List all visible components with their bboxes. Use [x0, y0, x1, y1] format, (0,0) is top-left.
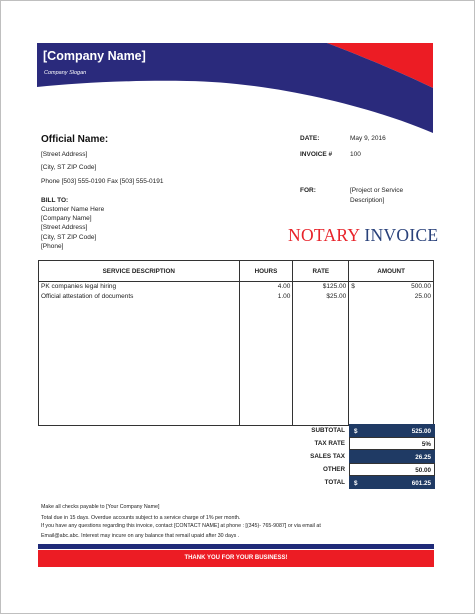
bill-to-line: [City, ST ZIP Code]	[41, 234, 97, 241]
sales-tax-value: 26.25	[415, 454, 431, 461]
total-value-cell	[349, 476, 435, 489]
official-city: [City, ST ZIP Code]	[41, 164, 97, 171]
table-row	[39, 282, 434, 292]
footer-payable-note: Make all checks payable to [Your Company Name]	[41, 504, 160, 510]
item-amount-cell	[349, 282, 434, 292]
for-label: FOR:	[300, 187, 316, 194]
subtotal-row	[263, 424, 435, 437]
column-header: SERVICE DESCRIPTION	[39, 261, 240, 282]
official-phone: Phone [503] 555-0190 Fax [503] 555-0191	[41, 178, 164, 185]
sales-tax-row	[263, 450, 435, 463]
other-row	[263, 463, 435, 476]
item-rate: $25.00	[293, 292, 349, 302]
invoice-number-label: INVOICE #	[300, 151, 333, 158]
total-row	[263, 476, 435, 489]
bill-to-line: Customer Name Here	[41, 206, 105, 213]
other-value-cell	[349, 463, 435, 476]
table-empty-area	[39, 302, 434, 426]
total-currency: $	[354, 480, 358, 487]
tax-rate-value: 5%	[421, 441, 431, 448]
column-header: HOURS	[239, 261, 293, 282]
item-amount-cell	[349, 292, 434, 302]
item-hours: 4.00	[239, 282, 293, 292]
footer-interest-note: Email@abc.abc. Interest may incure on any balance that remail upaid after 30 days .	[41, 533, 240, 539]
column-header: AMOUNT	[349, 261, 434, 282]
item-rate: $125.00	[293, 282, 349, 292]
other-label: OTHER	[322, 466, 345, 473]
sales-tax-value-cell	[349, 450, 435, 463]
title-notary: NOTARY	[288, 225, 360, 245]
title-invoice: INVOICE	[364, 225, 439, 245]
line-items-table	[38, 260, 434, 426]
subtotal-label: SUBTOTAL	[311, 427, 345, 434]
official-name-label: Official Name:	[41, 134, 109, 145]
item-description: Official attestation of documents	[39, 292, 240, 302]
table-header-row	[39, 261, 434, 282]
footer-terms-note: Total due in 15 days. Overdue accounts subject to a service charge of 1% per month.	[41, 515, 241, 521]
item-currency: $	[351, 283, 355, 291]
total-value: 601.25	[411, 480, 431, 487]
sales-tax-label: SALES TAX	[310, 453, 345, 460]
invoice-number-value: 100	[350, 151, 361, 158]
date-value: May 9, 2016	[350, 135, 386, 142]
bill-to-label: BILL TO:	[41, 197, 69, 204]
footer-contact-note: If you have any questions regarding this invoice, contact [CONTACT NAME] at phone : [(345)- 765-9087] or via email at	[41, 523, 321, 529]
for-value: [Project or Service	[350, 187, 404, 194]
bill-to-line: [Street Address]	[41, 224, 88, 231]
company-slogan: Company Slogan	[44, 70, 87, 76]
tax-rate-row	[263, 437, 435, 450]
thank-you-banner: THANK YOU FOR YOUR BUSINESS!	[38, 550, 434, 567]
item-description: PK companies legal hiring	[39, 282, 240, 292]
bill-to-line: [Phone]	[41, 243, 64, 250]
item-amount: 25.00	[414, 293, 431, 300]
item-hours: 1.00	[239, 292, 293, 302]
bill-to-line: [Company Name]	[41, 215, 92, 222]
footer-navy-bar	[38, 544, 434, 549]
item-amount: 500.00	[411, 283, 431, 291]
total-label: TOTAL	[324, 479, 345, 486]
for-value: Description]	[350, 197, 385, 204]
date-label: DATE:	[300, 135, 320, 142]
other-value: 50.00	[415, 467, 431, 474]
official-street: [Street Address]	[41, 151, 88, 158]
column-header: RATE	[293, 261, 349, 282]
subtotal-value: 525.00	[411, 428, 431, 435]
company-name: [Company Name]	[43, 49, 146, 63]
subtotal-value-cell	[349, 424, 435, 437]
tax-rate-value-cell	[349, 437, 435, 450]
invoice-title	[288, 225, 438, 246]
subtotal-currency: $	[354, 428, 358, 435]
tax-rate-label: TAX RATE	[314, 440, 345, 447]
table-row	[39, 292, 434, 302]
